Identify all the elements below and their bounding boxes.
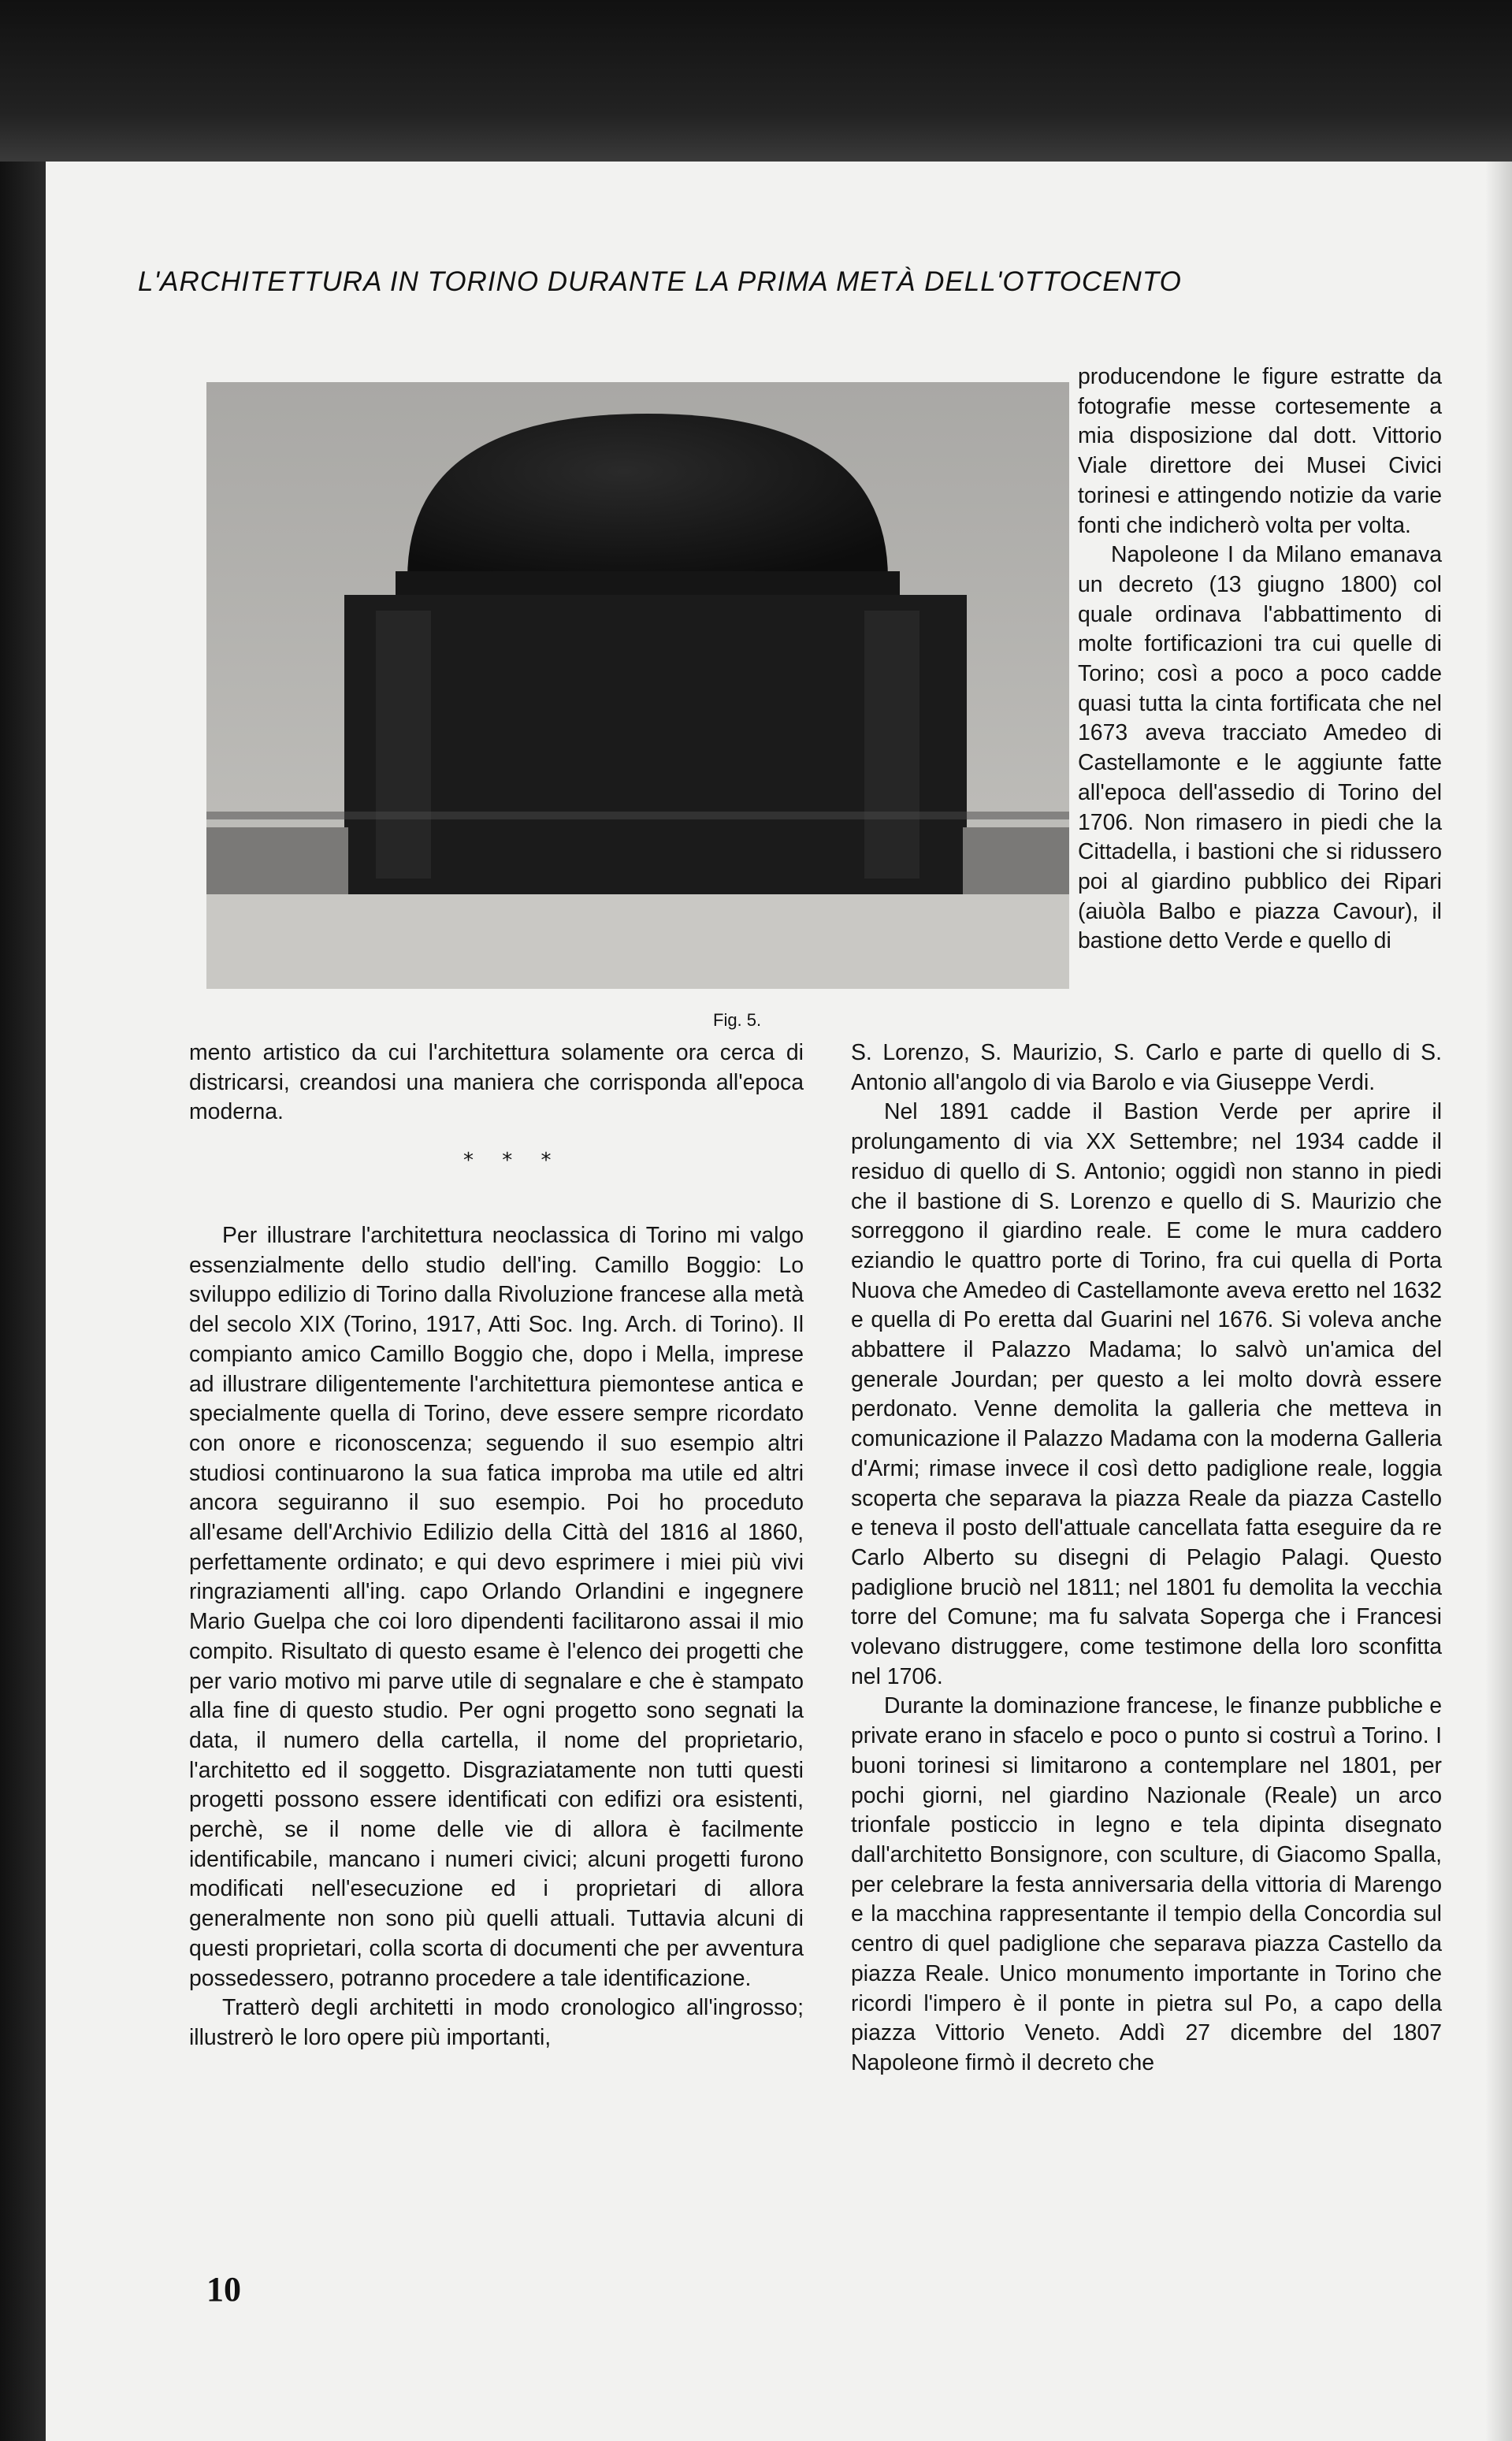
- right-column-body: [851, 1038, 1442, 2079]
- paragraph-sources: Per illustrare l'architettura neoclassica di Torino mi valgo essenzialmente dello studio dell'ing. Camillo Boggio: Lo sviluppo edilizio di Torino dalla Rivoluzione francese alla metà del secolo XIX (Torino, 1917, Atti Soc. Ing. Arch. di Torino). Il compianto amico Camillo Boggio che, dopo i Mella, imprese ad illustrare diligentemente l'architettura piemontese antica e specialmente quella di Torino, deve essere sempre ricordato con onore e riconoscenza; seguendo il suo esempio altri studiosi continuarono la sua fatica improba ma utile ed altri ancora seguiranno il suo esempio. Poi ho proceduto all'esame dell'Archivio Edilizio della Città del 1816 al 1860, perfettamente ordinato; e qui devo esprimere i miei più vivi ringraziamenti all'ing. capo Orlando Orlandini e ingegnere Mario Guelpa che coi loro dipendenti facilitarono assai il mio compito. Risultato di questo esame è l'elenco dei progetti che per vario motivo mi parve utile di segnalare e che è stampato alla fine di questo studio. Per ogni progetto sono segnati la data, il numero della cartella, il nome del proprietario, l'architetto ed il soggetto. Disgraziatamente non tutti questi progetti possono essere identificati con edifizi ora esistenti, perchè, se il nome delle vie di allora è facilmente identificabile, mancano i numeri civici; alcuni progetti furono modificati nell'esecuzione ed i proprietari di allora generalmente non sono più quelli attuali. Tuttavia alcuni di questi proprietari, colla scorta di documenti che per avventura possedessero, potranno procedere a tale identificazione.: [189, 1223, 804, 1991]
- page-edge-shadow: [1485, 162, 1512, 2441]
- right-column-top: [1078, 362, 1442, 957]
- running-header: L'ARCHITETTURA IN TORINO DURANTE LA PRIMA METÀ DELL'OTTOCENTO: [138, 266, 1182, 297]
- figure-caption: Fig. 5.: [713, 1010, 762, 1030]
- left-column-body: [189, 1221, 804, 2053]
- paragraph-photo-credit: producendone le figure estratte da fotografie messe cortesemente a mia disposizione dal dott. Vittorio Viale direttore dei Musei Civici torinesi e attingendo notizie da varie fonti che indicherò volta per volta.: [1078, 364, 1442, 538]
- paragraph-dominazione: Durante la dominazione francese, le finanze pubbliche e private erano in sfacelo e poco o punto si costruì a Torino. I buoni torinesi si limitarono a contemplare nel 1801, per pochi giorni, nel giardino Nazionale (Reale) un arco trionfale posticcio in legno e tela dipinta disegnato dall'architetto Bonsignore, con sculture, di Giacomo Spalla, per celebrare la festa anniversaria della vittoria di Marengo e la macchina rappresentante il tempio della Concordia sul centro di quel padiglione che separava piazza Castello da piazza Reale. Unico monumento importante in Torino che ricordi l'impero è il ponte in pietra sul Po, a capo della piazza Vittorio Veneto. Addì 27 dicembre del 1807 Napoleone firmò il decreto che: [851, 1693, 1442, 2075]
- figure-photo: [206, 382, 1069, 989]
- scan-border-top: [0, 0, 1512, 162]
- left-column-continuation: [189, 1038, 804, 1128]
- paragraph-1891: Nel 1891 cadde il Bastion Verde per aprire il prolungamento di via XX Settembre; nel 1934 cadde il residuo di quello di S. Antonio; oggidì non stanno in piedi che il bastione di S. Lorenzo e quello di S. Maurizio che sorreggono il giardino reale. E come le mura caddero eziandio le quattro porte di Torino, fra cui quella di Porta Nuova che Amedeo di Castellamonte aveva eretto nel 1632 e quella di Po eretta dal Guarini nel 1676. Si voleva anche abbattere il Palazzo Madama; lo salvò un'amica del generale Jourdan; per questo a lei molto dovrà essere perdonato. Venne demolita la galleria che metteva in comunicazione il Palazzo Madama con la moderna Galleria d'Armi; rimase invece il così detto padiglione reale, loggia scoperta che separava la piazza Reale da piazza Castello e teneva il posto dell'attuale cancellata fatta eseguire da re Carlo Alberto su disegni di Pelagio Palagi. Questo padiglione bruciò nel 1811; nel 1801 fu demolita la vecchia torre del Comune; ma fu salvata Soperga che i Francesi volevano distruggere, come testimone della loro sconfitta nel 1706.: [851, 1099, 1442, 1689]
- section-separator: * * *: [463, 1149, 563, 1172]
- scan-border-left: [0, 162, 46, 2441]
- paragraph-bastioni: S. Lorenzo, S. Maurizio, S. Carlo e parte di quello di S. Antonio all'angolo di via Barolo e via Giuseppe Verdi.: [851, 1040, 1442, 1095]
- page-number: 10: [206, 2270, 241, 2309]
- paragraph-continuation: mento artistico da cui l'architettura solamente ora cerca di districarsi, creandosi una maniera che corrisponda all'epoca moderna.: [189, 1040, 804, 1125]
- paragraph-method: Tratterò degli architetti in modo cronologico all'ingrosso; illustrerò le loro opere più importanti,: [189, 1995, 804, 2050]
- domed-building-image: [206, 382, 1069, 989]
- paragraph-napoleone: Napoleone I da Milano emanava un decreto (13 giugno 1800) col quale ordinava l'abbattimento di molte fortificazioni tra cui quelle di Torino; così a poco a poco cadde quasi tutta la cinta fortificata che nel 1673 aveva tracciato Amedeo di Castellamonte e le aggiunte fatte all'epoca dell'assedio di Torino del 1706. Non rimasero in piedi che la Cittadella, i bastioni che si ridussero poi al giardino pubblico dei Ripari (aiuòla Balbo e piazza Cavour), il bastione detto Verde e quello di: [1078, 542, 1442, 954]
